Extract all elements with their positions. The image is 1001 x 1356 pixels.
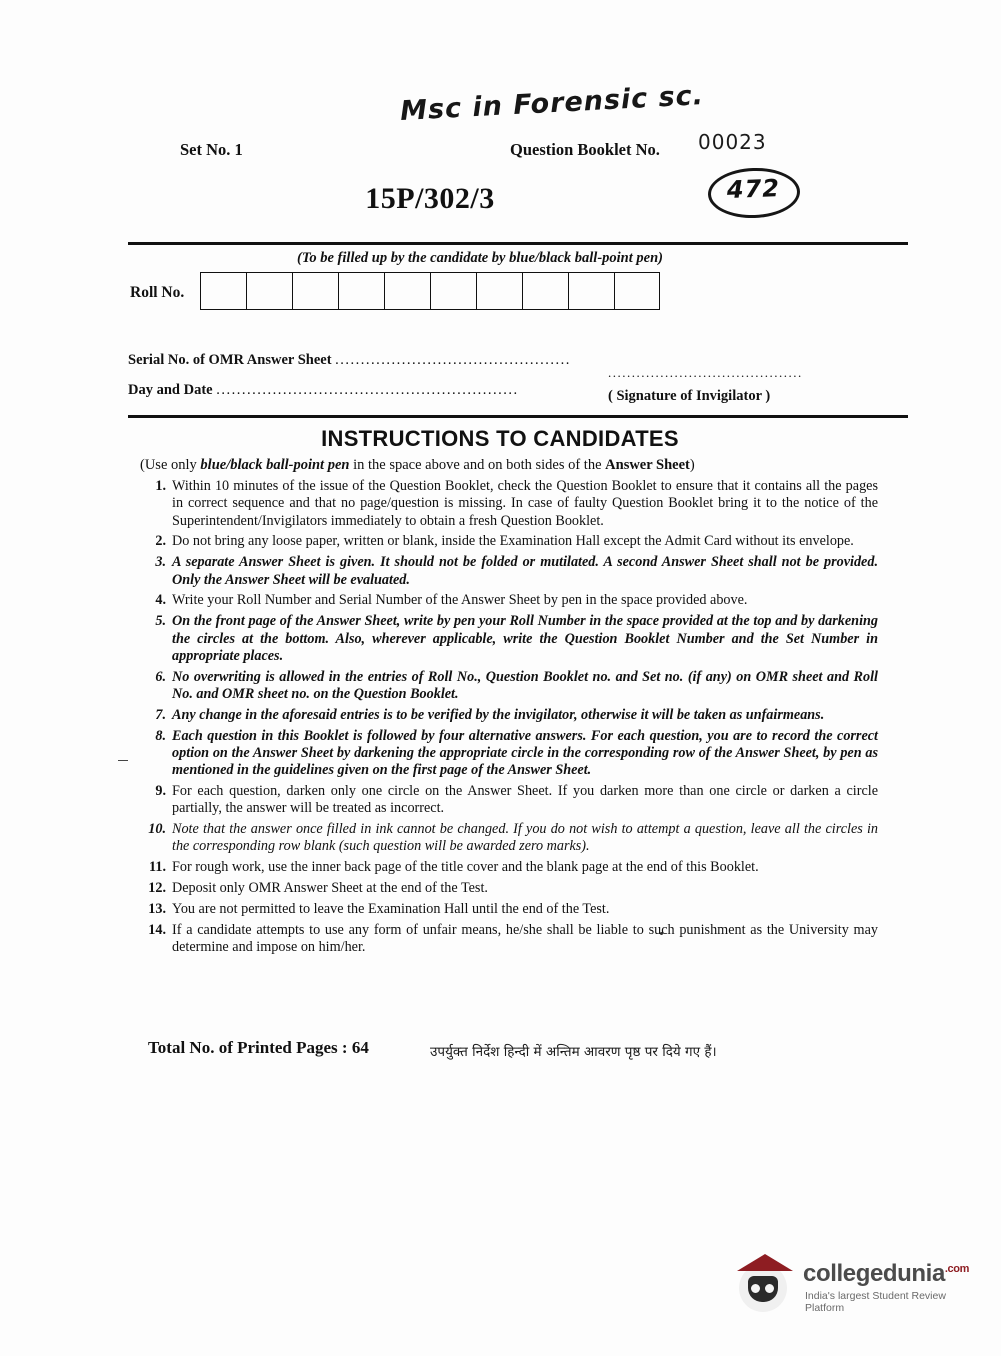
day-date-dots[interactable]: ........................................................... xyxy=(216,382,519,398)
handwritten-course-title: Msc in Forensic sc. xyxy=(399,80,705,127)
stray-mark xyxy=(118,760,128,761)
item-text: Write your Roll Number and Serial Number of the Answer Sheet by pen in the space provided above. xyxy=(172,592,748,609)
item-text: Do not bring any loose paper, written or blank, inside the Examination Hall except the Admit Card without its envelope. xyxy=(172,533,854,550)
roll-digit-cell[interactable] xyxy=(338,272,384,310)
signature-label: ( Signature of Invigilator ) xyxy=(608,388,771,404)
list-item xyxy=(138,669,878,704)
item-text: A separate Answer Sheet is given. It should not be folded or mutilated. A second Answer Sheet shall not be provided. Only the Answer Sheet will be evaluated. xyxy=(172,554,878,588)
use-only-suffix: ) xyxy=(689,457,695,473)
roll-digit-cell[interactable] xyxy=(292,272,338,310)
item-text: You are not permitted to leave the Examination Hall until the end of the Test. xyxy=(172,900,610,917)
signature-dots[interactable]: ......................................... xyxy=(608,365,803,380)
day-date-label: Day and Date xyxy=(128,382,213,398)
item-text: If a candidate attempts to use any form of unfair means, he/she shall be liable to such punishment as the University may determine and impose on him/her. xyxy=(172,921,878,955)
set-number: Set No. 1 xyxy=(180,140,243,159)
divider-top xyxy=(128,242,908,245)
list-item xyxy=(138,707,878,724)
total-pages xyxy=(148,1038,369,1058)
item-text: No overwriting is allowed in the entries of Roll No., Question Booklet no. and Set no. (if any) on OMR sheet and Roll No. and OMR sheet no. on the Question Booklet. xyxy=(172,668,878,702)
list-item xyxy=(138,728,878,780)
hindi-note: उपर्युक्त निर्देश हिन्दी में अन्तिम आवरण पृष्ठ पर दिये गए हैं। xyxy=(430,1044,717,1060)
roll-digit-cell[interactable] xyxy=(568,272,614,310)
day-date-line xyxy=(128,382,519,399)
list-item xyxy=(138,922,878,957)
watermark-tagline: India's largest Student Review Platform xyxy=(805,1290,946,1314)
item-number: 13. xyxy=(148,900,166,917)
total-pages-value: 64 xyxy=(351,1038,369,1057)
item-number: 4. xyxy=(155,592,166,609)
list-item xyxy=(138,783,878,818)
watermark-name xyxy=(803,1260,969,1288)
item-number: 3. xyxy=(155,554,166,571)
use-only-note xyxy=(140,457,880,474)
item-text: Note that the answer once filled in ink cannot be changed. If you do not wish to attempt a question, leave all the circles in the corresponding row blank (such question will be awarded zero marks). xyxy=(172,821,878,855)
item-number: 14. xyxy=(148,921,166,938)
divider-bottom xyxy=(128,415,908,418)
watermark-brand: collegedunia xyxy=(803,1260,945,1287)
roll-digit-cell[interactable] xyxy=(430,272,476,310)
roll-digit-cell[interactable] xyxy=(522,272,568,310)
omr-serial-dots[interactable]: .............................................. xyxy=(335,352,571,368)
list-item xyxy=(138,901,878,918)
use-only-bold: Answer Sheet xyxy=(605,457,690,473)
roll-digit-cell[interactable] xyxy=(384,272,430,310)
roll-digit-cell[interactable] xyxy=(476,272,522,310)
list-item xyxy=(138,533,878,550)
item-number: 12. xyxy=(148,880,166,897)
roll-digit-cell[interactable] xyxy=(614,272,660,310)
list-item xyxy=(138,613,878,665)
use-only-mid: in the space above and on both sides of the xyxy=(349,457,606,473)
booklet-number-label: Question Booklet No. xyxy=(510,140,660,159)
use-only-prefix: (Use only xyxy=(140,457,201,473)
item-number: 9. xyxy=(155,783,166,799)
item-number: 1. xyxy=(155,478,166,494)
list-item xyxy=(138,880,878,897)
roll-digit-cell[interactable] xyxy=(246,272,292,310)
list-item xyxy=(138,478,878,530)
item-text: Each question in this Booklet is followed by four alternative answers. For each question, you are to record the correct option on the Answer Sheet by darkening the appropriate circle in the corresponding row of the Answer Sheet, by pen as mentioned in the guidelines given on the first page of the Answer Sheet. xyxy=(172,727,878,779)
item-text: Deposit only OMR Answer Sheet at the end of the Test. xyxy=(172,880,488,897)
item-text: On the front page of the Answer Sheet, write by pen your Roll Number in the space provided at the top and by darkening the circles at the bottom. Also, wherever applicable, write the Question Booklet Number and the Set Number in appropriate places. xyxy=(172,613,878,664)
header-row xyxy=(100,130,900,170)
booklet-number-value: 00023 xyxy=(698,130,767,154)
roll-number-label: Roll No. xyxy=(130,284,185,301)
watermark-tld: .com xyxy=(944,1263,969,1275)
list-item xyxy=(138,821,878,856)
item-number: 11. xyxy=(149,859,166,876)
handwritten-code-value: 472 xyxy=(726,174,781,204)
roll-number-input[interactable] xyxy=(200,272,660,310)
item-number: 7. xyxy=(155,706,166,723)
instructions-heading: INSTRUCTIONS TO CANDIDATES xyxy=(321,426,679,451)
list-item xyxy=(138,592,878,609)
item-text: Any change in the aforesaid entries is to be verified by the invigilator, otherwise it will be taken as unfairmeans. xyxy=(172,706,825,723)
use-only-emphasis: blue/black ball-point pen xyxy=(200,457,350,473)
fill-instruction-note: (To be filled up by the candidate by blue/black ball-point pen) xyxy=(297,250,663,266)
list-item xyxy=(138,554,878,589)
collegedunia-logo-icon xyxy=(735,1250,797,1312)
paper-code: 15P/302/3 xyxy=(365,182,495,215)
total-pages-label: Total No. of Printed Pages : xyxy=(148,1038,348,1057)
list-item xyxy=(138,859,878,876)
instructions-list xyxy=(138,478,878,960)
item-number: 2. xyxy=(155,533,166,550)
omr-serial-line xyxy=(128,352,571,369)
item-number: 10. xyxy=(148,821,166,838)
item-text: For each question, darken only one circle on the Answer Sheet. If you darken more than one circle or darken a circle partially, the answer will be treated as incorrect. xyxy=(172,783,878,817)
item-number: 6. xyxy=(155,668,166,685)
item-text: Within 10 minutes of the issue of the Question Booklet, check the Question Booklet to ensure that it contains all the pages in correct sequence and that no page/question is missing. In case of faulty Question Booklet bring it to the notice of the Superintendent/Invigilators immediately to obtain a fresh Question Booklet. xyxy=(172,478,878,529)
omr-serial-label: Serial No. of OMR Answer Sheet xyxy=(128,352,332,368)
item-number: 5. xyxy=(155,613,166,630)
item-text: For rough work, use the inner back page of the title cover and the blank page at the end of this Booklet. xyxy=(172,859,759,876)
item-number: 8. xyxy=(155,727,166,744)
roll-digit-cell[interactable] xyxy=(200,272,246,310)
collegedunia-watermark xyxy=(735,1248,985,1318)
